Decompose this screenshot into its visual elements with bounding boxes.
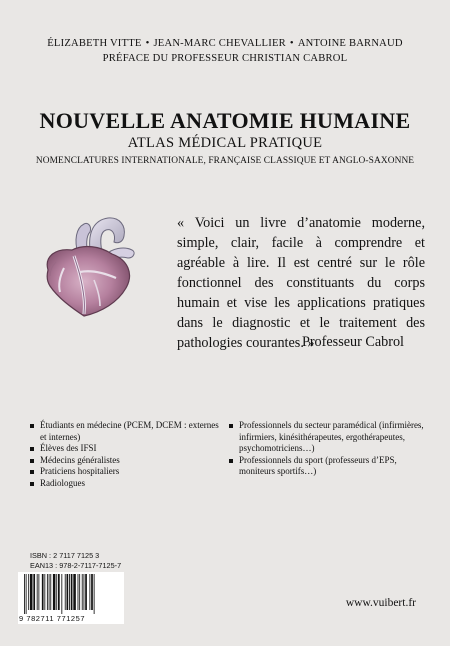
author-name: JEAN-MARC CHEVALLIER — [153, 38, 286, 49]
nomenclatures-line: NOMENCLATURES INTERNATIONALE, FRANÇAISE CLASSIQUE ET ANGLO-SAXONNE — [35, 156, 415, 166]
isbn-number: ISBN : 2 7117 7125 3 — [30, 551, 100, 560]
barcode — [18, 572, 124, 624]
barcode-bar — [50, 574, 51, 610]
quote-text: « Voici un livre d’anatomie moderne, simple, clair, facile à comprendre et agréable à lire. Il est centré sur le rôle fonctionnel des constituants du corps humain et vise les applications pratiques dans le diagnostic et le traitement des pathologies courantes. » — [177, 215, 425, 351]
barcode-bar — [42, 574, 44, 610]
audience-list-left — [30, 420, 220, 489]
barcode-bar — [69, 574, 70, 610]
barcode-bar — [94, 574, 95, 614]
barcode-bar — [28, 574, 29, 610]
barcode-bars — [18, 572, 124, 614]
barcode-bar — [85, 574, 87, 610]
heart-icon — [28, 210, 153, 320]
audience-item: Étudiants en médecine (PCEM, DCEM : externes et internes) — [30, 420, 220, 443]
barcode-bar — [61, 574, 62, 614]
isbn-block — [30, 551, 121, 570]
barcode-bar — [82, 574, 83, 610]
audience-item: Praticiens hospitaliers — [30, 466, 220, 478]
audience-list-right — [229, 420, 424, 478]
audience-item: Professionnels du sport (professeurs d’EPS, moniteurs sportifs…) — [229, 455, 424, 478]
authors-line — [0, 38, 450, 49]
book-title: NOUVELLE ANATOMIE HUMAINE — [39, 108, 411, 133]
barcode-bar — [67, 574, 69, 610]
barcode-bar — [89, 574, 90, 610]
publisher-website: www.vuibert.fr — [345, 597, 416, 609]
quote-signature: Professeur Cabrol — [301, 334, 404, 350]
barcode-bar — [65, 574, 66, 610]
audience-item: Élèves des IFSI — [30, 443, 220, 455]
barcode-bar — [49, 574, 50, 610]
barcode-bar — [53, 574, 56, 610]
barcode-bar — [26, 574, 27, 614]
barcode-bar — [78, 574, 79, 610]
author-name: ANTOINE BARNAUD — [297, 38, 403, 49]
audience-item: Médecins généralistes — [30, 455, 220, 467]
barcode-bar — [84, 574, 85, 610]
barcode-bar — [56, 574, 57, 610]
author-name: ÉLIZABETH VITTE — [47, 38, 142, 49]
barcode-bar — [47, 574, 48, 610]
barcode-bar — [33, 574, 35, 610]
barcode-bar — [91, 574, 93, 610]
quote-block — [177, 213, 425, 353]
barcode-bar — [30, 574, 33, 610]
book-subtitle: ATLAS MÉDICAL PRATIQUE — [127, 135, 323, 151]
barcode-bar — [38, 574, 39, 610]
barcode-bar — [71, 574, 73, 610]
barcode-bar — [44, 574, 45, 610]
preface-line: PRÉFACE DU PROFESSEUR CHRISTIAN CABROL — [102, 53, 348, 64]
barcode-bar — [58, 574, 60, 610]
barcode-digits: 9 782711 771257 — [19, 614, 86, 623]
audience-item: Professionnels du secteur paramédical (infirmières, infirmiers, kinésithérapeutes, ergothérapeutes, psychomotriciens…) — [229, 420, 424, 455]
author-separator: • — [145, 38, 150, 49]
barcode-bar — [79, 574, 80, 610]
barcode-bar — [73, 574, 76, 610]
audience-item: Radiologues — [30, 478, 220, 490]
author-separator: • — [289, 38, 294, 49]
barcode-bar — [37, 574, 38, 610]
heart-illustration — [28, 210, 153, 320]
barcode-bar — [24, 574, 25, 614]
ean13-number: EAN13 : 978-2-7117-7125-7 — [30, 560, 122, 570]
